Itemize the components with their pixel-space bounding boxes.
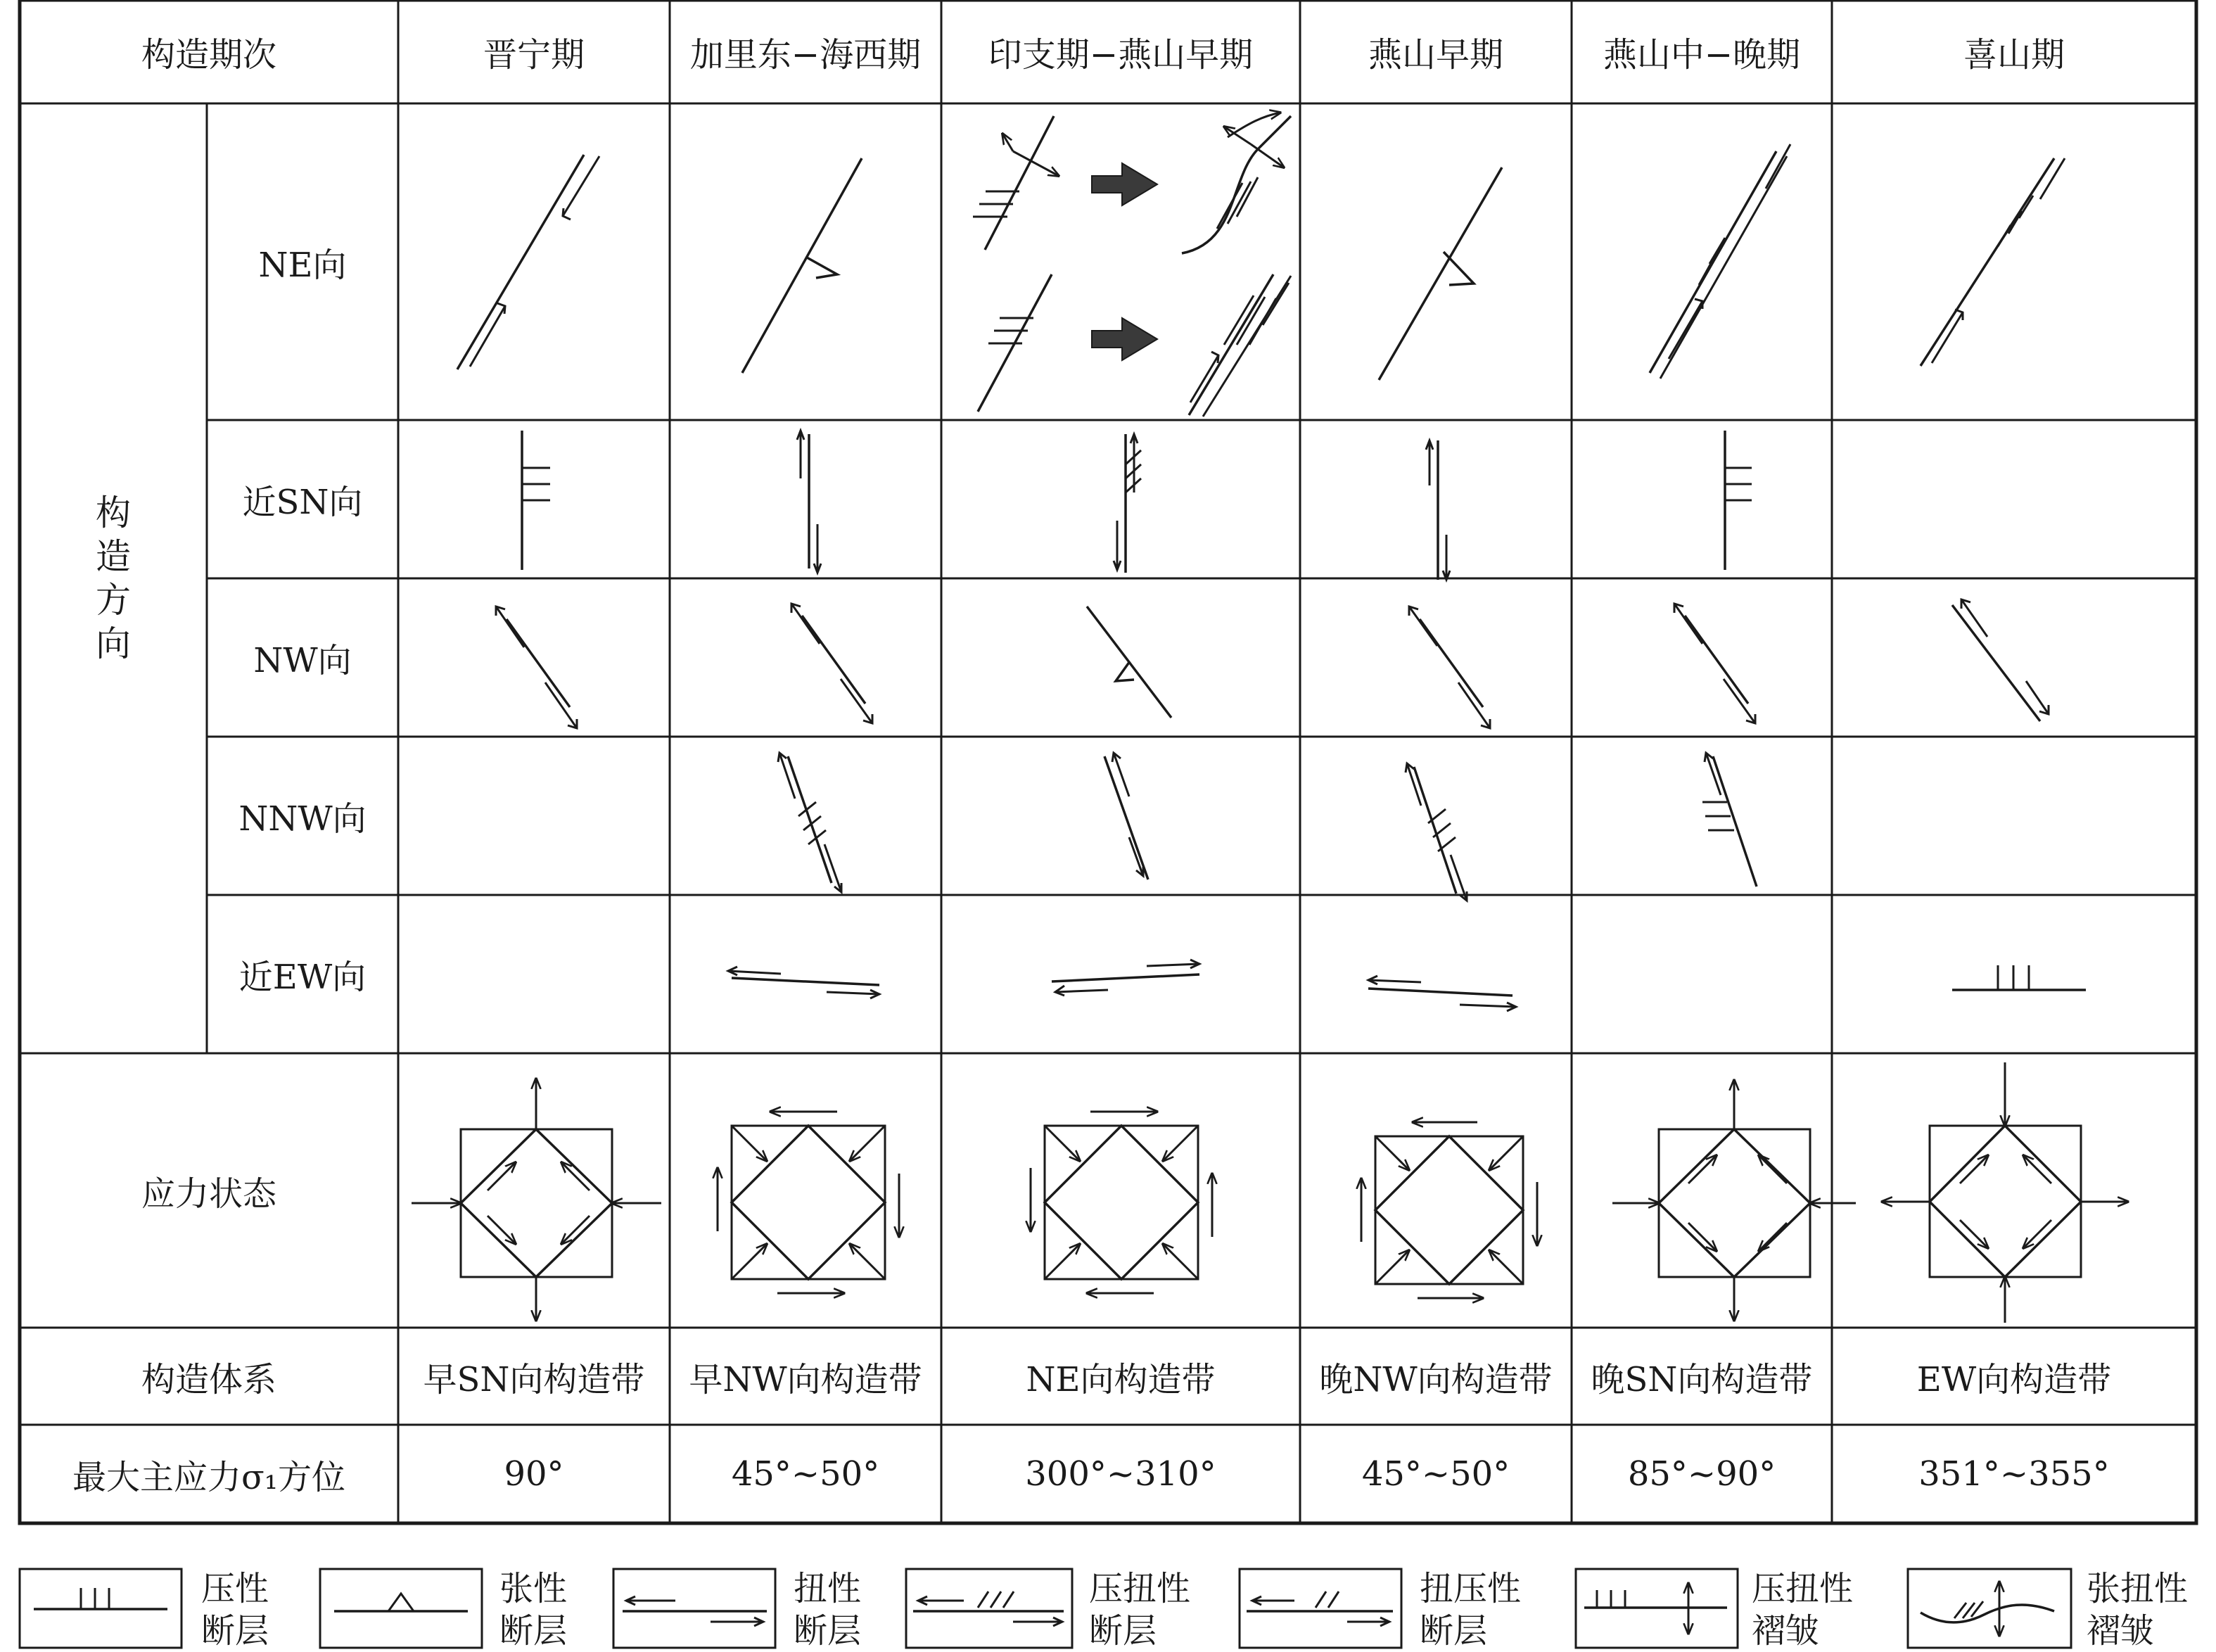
jinning-ne-shear-fault (457, 155, 599, 369)
period-header-indosinian-early-yanshan: 印支期−燕山早期 (988, 35, 1254, 75)
early-yanshan-sn-shear-fault (1426, 440, 1450, 580)
legend-shear-compressive-fault-label (1420, 1568, 1521, 1652)
caledonian-stress-diagram (718, 1112, 899, 1293)
early-yanshan-nnw-compressive-shear-fault (1406, 763, 1467, 901)
legend-line2: 断层 (794, 1611, 862, 1651)
ne-row-symbols (457, 113, 2065, 417)
tectonic-system-caledonian: 早NW向构造带 (689, 1359, 922, 1399)
tensile-fault-icon (320, 1569, 482, 1648)
stress-state-label: 应力状态 (141, 1174, 276, 1214)
indosinian-ew-shear-fault (1052, 960, 1199, 996)
legend-line1: 压性 (201, 1569, 269, 1608)
himalayan-nw-shear-fault (1952, 599, 2049, 721)
sigma-caledonian: 45°~50° (731, 1454, 880, 1494)
direction-row-nnw: NNW向 (238, 799, 367, 839)
compressive-shear-fault-icon (906, 1569, 1072, 1648)
caledonian-sn-shear-fault (797, 431, 821, 573)
legend-line2: 断层 (499, 1611, 568, 1651)
jinning-sn-compressive-fault (522, 431, 550, 570)
period-header-jinning: 晋宁期 (483, 35, 585, 75)
mid-late-yanshan-ne-compressive-shear-fault (1650, 144, 1790, 379)
caledonian-nnw-compressive-shear-fault (778, 753, 841, 892)
indosinian-nnw-shear-fault (1104, 753, 1148, 879)
ew-row-symbols (728, 960, 2086, 1011)
direction-row-sn: 近SN向 (242, 483, 363, 522)
period-header-early-yanshan: 燕山早期 (1368, 35, 1503, 75)
indosinian-sn-compressive-shear-fault (1114, 434, 1141, 573)
nw-row-symbols (496, 599, 2049, 728)
direction-row-ew: 近EW向 (238, 958, 367, 997)
himalayan-ne-compressive-shear-fault (1921, 158, 2065, 366)
nnw-row-symbols (778, 753, 1757, 901)
indosinian-nw-tensile-fault (1087, 606, 1171, 718)
legend-shear-fault-label (794, 1568, 861, 1652)
indosinian-stress-diagram (1031, 1112, 1212, 1293)
legend-line1: 张性 (499, 1569, 568, 1608)
legend-line1: 压扭性 (1089, 1569, 1191, 1608)
tectonic-system-mid-late-yanshan: 晚SN向构造带 (1591, 1359, 1813, 1399)
jinning-stress-diagram (412, 1079, 661, 1321)
caledonian-ew-shear-fault (728, 967, 879, 998)
tectonic-system-indosinian: NE向构造带 (1026, 1359, 1216, 1399)
caledonian-nw-shear-fault (791, 604, 872, 723)
mid-late-yanshan-nnw-compressive-shear-fault (1702, 753, 1757, 887)
legend-line2: 断层 (1420, 1611, 1488, 1651)
tensile-shear-fold-icon (1908, 1569, 2071, 1648)
direction-group-char: 构 (96, 493, 131, 533)
shear-compressive-fault-icon (1240, 1569, 1401, 1648)
caledonian-ne-tensile-fault (742, 158, 862, 373)
direction-row-ne: NE向 (258, 245, 347, 285)
legend-line1: 张扭性 (2087, 1569, 2189, 1608)
period-header-caledonian-hercynian: 加里东−海西期 (689, 35, 922, 75)
direction-group-label (20, 103, 207, 1053)
direction-group-char: 造 (96, 536, 131, 577)
legend-line1: 扭性 (794, 1569, 862, 1608)
compressive-fault-icon (20, 1569, 182, 1648)
sn-row-symbols (522, 431, 1752, 580)
early-yanshan-ne-tensile-fault (1379, 167, 1502, 380)
indosinian-ne-evolution-top (973, 113, 1291, 253)
legend-compressive-shear-fold-label (1752, 1568, 1853, 1652)
sigma-mid-late-yanshan: 85°~90° (1627, 1454, 1776, 1494)
mid-late-yanshan-stress-diagram (1612, 1080, 1856, 1321)
legend-tensile-shear-fold-label (2087, 1568, 2188, 1652)
period-header-mid-late-yanshan: 燕山中−晚期 (1603, 35, 1801, 75)
direction-group-char: 方 (96, 580, 131, 621)
shear-fault-icon (613, 1569, 775, 1648)
legend-compressive-shear-fault-label (1089, 1568, 1190, 1652)
tectonic-system-early-yanshan: 晚NW向构造带 (1319, 1359, 1553, 1399)
legend-line1: 扭压性 (1420, 1569, 1522, 1608)
period-header-himalayan: 喜山期 (1963, 35, 2065, 75)
legend-tensile-fault-label (499, 1568, 567, 1652)
mid-late-yanshan-sn-compressive-fault (1725, 431, 1752, 570)
himalayan-ew-compressive-fault (1952, 965, 2086, 990)
himalayan-stress-diagram (1882, 1062, 2128, 1323)
early-yanshan-nw-shear-fault (1409, 606, 1490, 728)
early-yanshan-ew-shear-fault (1368, 976, 1516, 1011)
corner-header: 构造期次 (141, 35, 276, 75)
legend-line2: 褶皱 (2087, 1611, 2155, 1651)
sigma-himalayan: 351°~355° (1918, 1454, 2110, 1494)
tectonic-system-himalayan: EW向构造带 (1916, 1359, 2112, 1399)
indosinian-ne-evolution-bottom (978, 274, 1291, 417)
tectonic-system-label: 构造体系 (141, 1359, 276, 1399)
direction-group-char: 向 (96, 623, 131, 664)
legend-line2: 断层 (201, 1611, 269, 1651)
legend-line2: 断层 (1089, 1611, 1157, 1651)
sigma-label: 最大主应力σ₁方位 (72, 1457, 345, 1497)
sigma-early-yanshan: 45°~50° (1361, 1454, 1510, 1494)
legend-line2: 褶皱 (1752, 1611, 1820, 1651)
mid-late-yanshan-nw-shear-fault (1674, 604, 1755, 723)
sigma-indosinian: 300°~310° (1025, 1454, 1216, 1494)
tectonic-system-jinning: 早SN向构造带 (423, 1359, 645, 1399)
legend-line1: 压扭性 (1752, 1569, 1854, 1608)
sigma-jinning: 90° (504, 1454, 564, 1494)
compressive-shear-fold-icon (1576, 1569, 1738, 1648)
early-yanshan-stress-diagram (1361, 1122, 1537, 1298)
direction-row-nw: NW向 (253, 641, 352, 680)
legend-compressive-fault-label (201, 1568, 269, 1652)
jinning-nw-shear-fault (496, 606, 577, 728)
